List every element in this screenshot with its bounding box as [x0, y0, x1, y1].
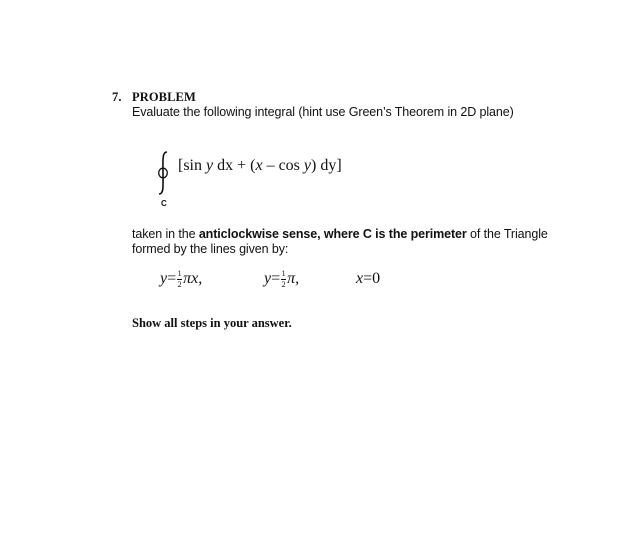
eq-variable: y — [160, 270, 168, 287]
closing-instruction: Show all steps in your answer. — [132, 316, 292, 330]
contour-label: C — [161, 199, 167, 208]
problem-title: PROBLEM — [132, 90, 196, 104]
eq-operator: = — [363, 270, 373, 287]
fraction-numerator: 1 — [281, 268, 286, 278]
eq-term: 0 — [372, 270, 381, 287]
eq-variable: y — [264, 270, 272, 287]
eq-term: πx, — [183, 270, 203, 287]
eq-operator: = — [271, 270, 281, 287]
eq-term: π, — [287, 270, 300, 287]
equation-2 — [264, 266, 299, 292]
equation-1 — [160, 266, 202, 292]
eq-variable: x — [356, 270, 364, 287]
integrand-part: dx + ( — [213, 157, 256, 174]
conditions-text — [132, 227, 572, 257]
integrand-part: ) dy] — [311, 157, 342, 174]
conditions-mid: of the Triangle — [466, 227, 548, 241]
integrand-variable: y — [303, 157, 312, 174]
eq-operator: = — [167, 270, 177, 287]
integrand — [178, 157, 342, 175]
integrand-part: [sin — [178, 157, 206, 174]
integrand-variable: x — [255, 157, 263, 174]
fraction-denominator: 2 — [281, 279, 286, 289]
conditions-emphasis: anticlockwise sense, where C is the perimeter — [198, 227, 467, 241]
fraction-denominator: 2 — [177, 279, 182, 289]
integrand-variable: y — [206, 157, 214, 174]
fraction-half — [177, 270, 182, 289]
fraction-half — [281, 270, 286, 289]
problem-number: 7. — [112, 90, 122, 104]
problem-header — [112, 90, 196, 105]
integrand-part: – cos — [262, 157, 304, 174]
line-integral — [154, 144, 434, 224]
contour-integral-sign-icon — [154, 150, 172, 196]
equation-3 — [356, 266, 380, 292]
fraction-numerator: 1 — [177, 268, 182, 278]
conditions-intro: taken in the — [132, 227, 199, 241]
conditions-line2: formed by the lines given by: — [132, 242, 289, 256]
problem-instruction: Evaluate the following integral (hint use Green’s Theorem in 2D plane) — [132, 105, 514, 119]
